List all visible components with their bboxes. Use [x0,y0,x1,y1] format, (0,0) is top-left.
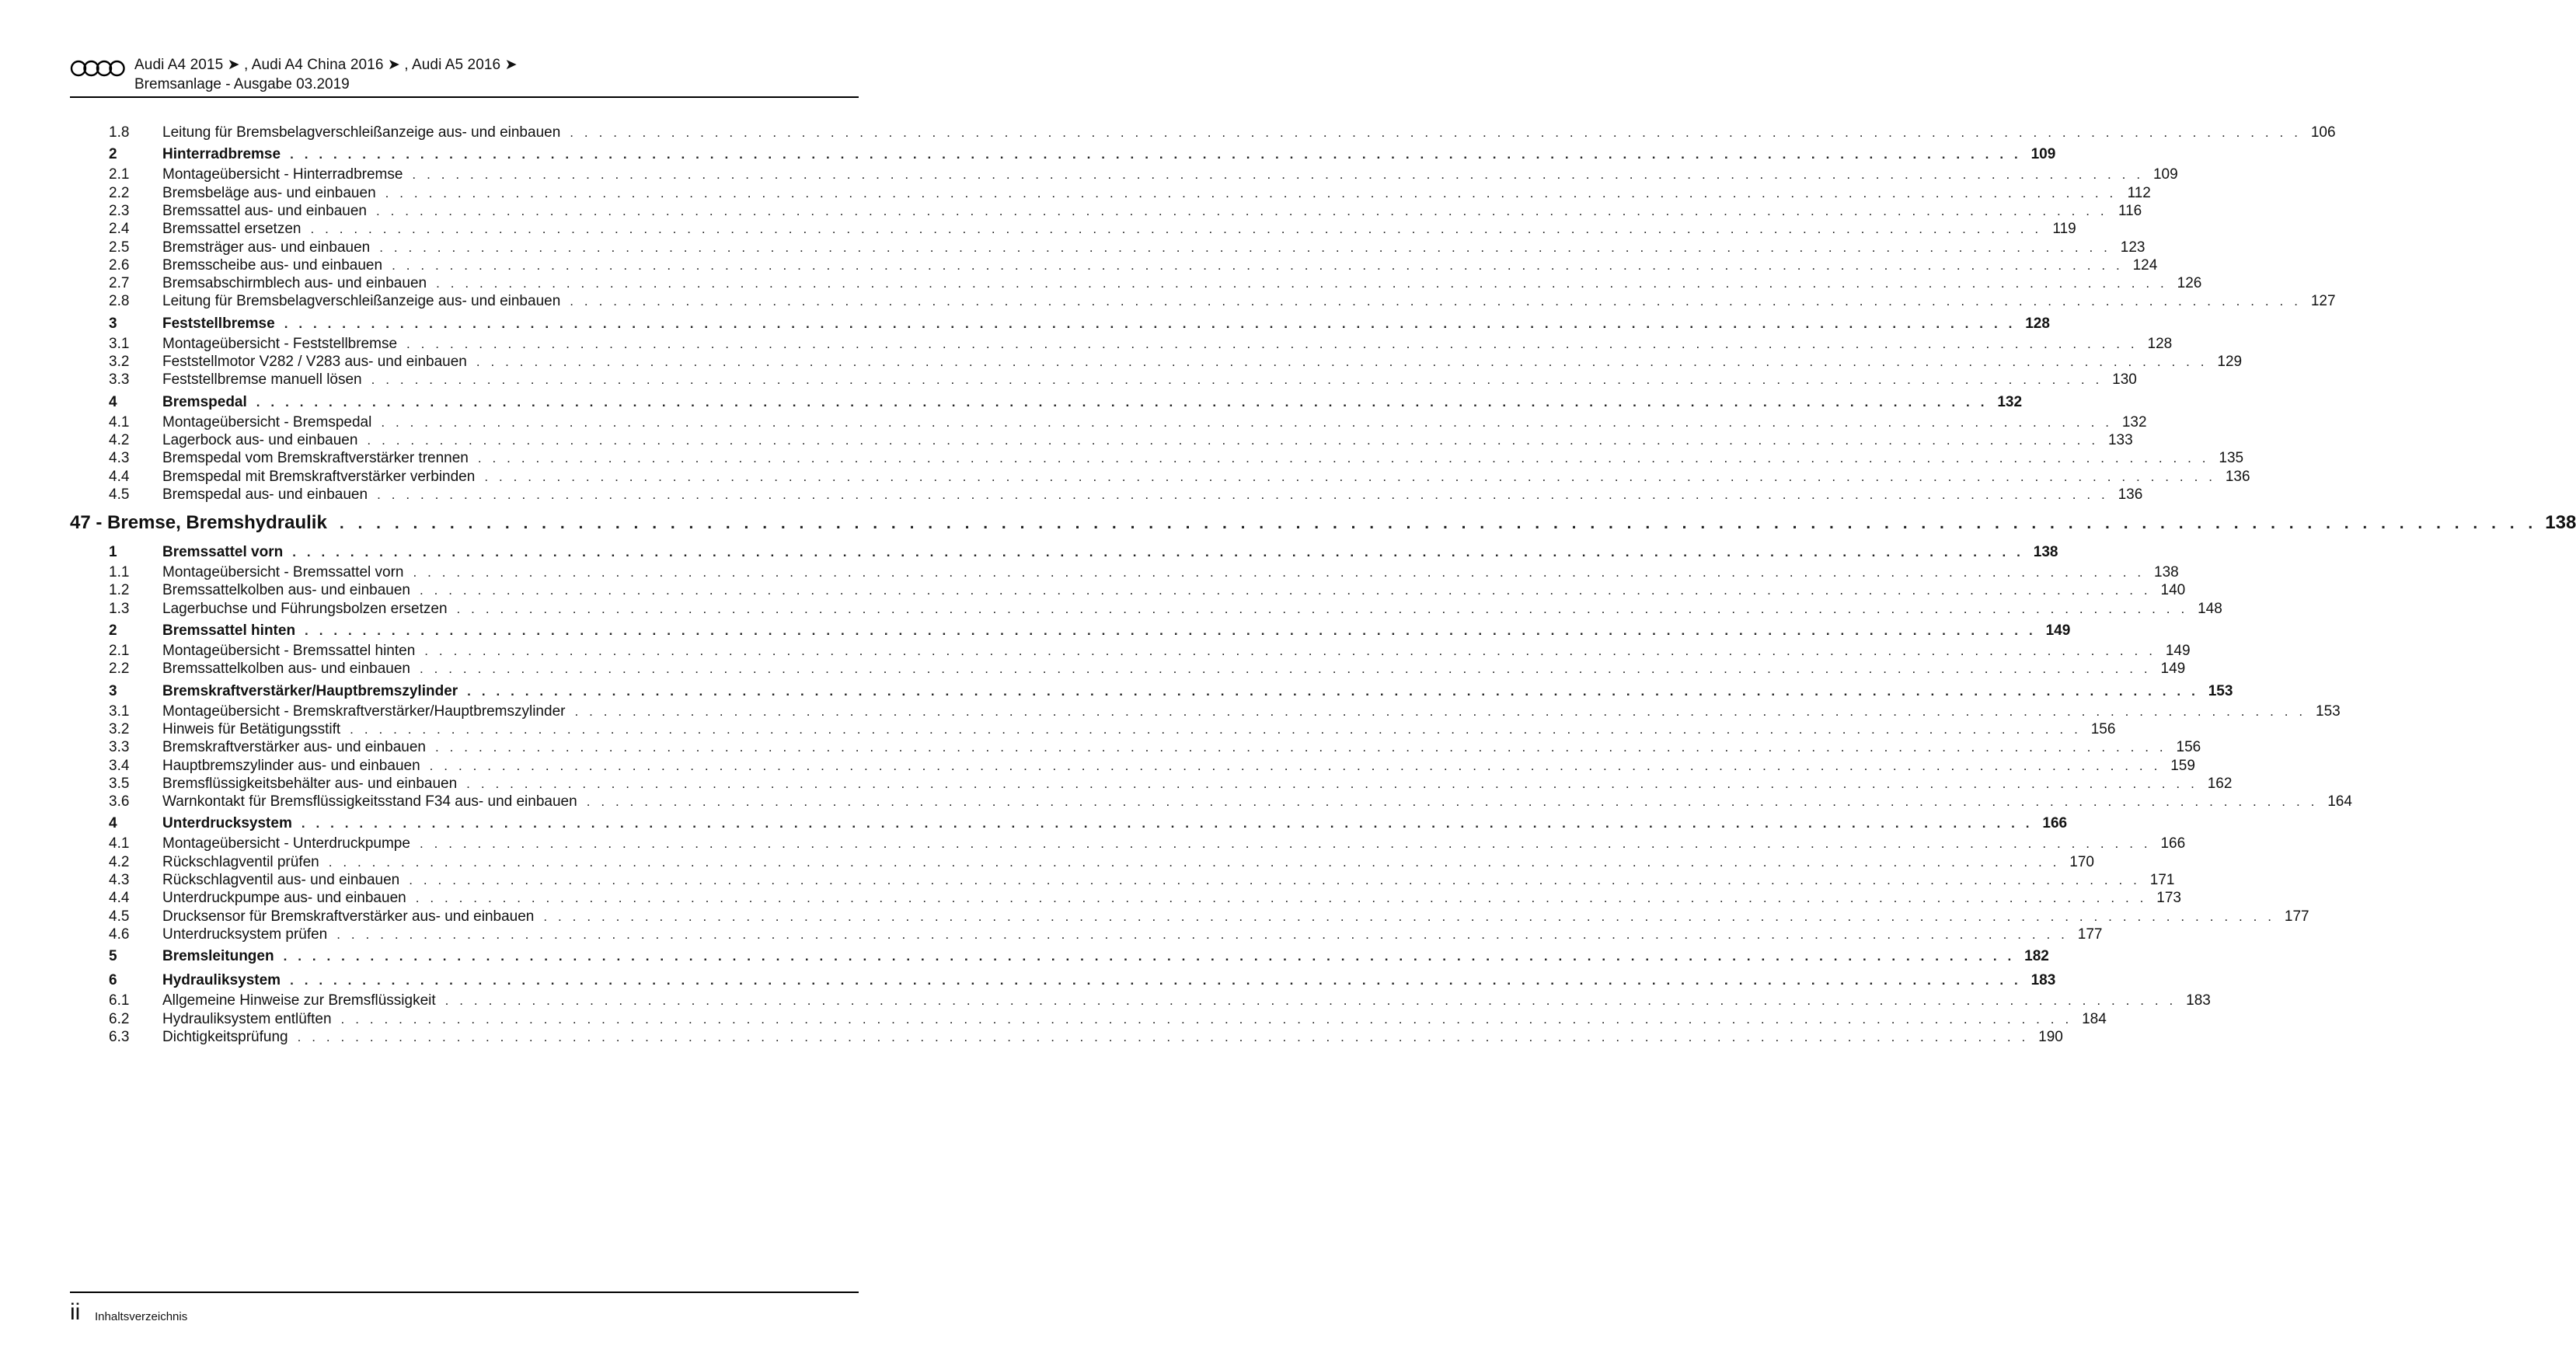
toc-item-row[interactable] [109,641,2191,661]
toc-entry-number: 3.1 [109,702,130,720]
toc-entry-title: Lagerbuchse und Führungsbolzen ersetzen [162,600,448,617]
toc-entry-number: 2.4 [109,221,130,238]
toc-entry-title: Bremspedal mit Bremskraftverstärker verbinden [162,468,476,485]
toc-section-row[interactable] [109,814,2068,834]
toc-entry-page: 171 [2149,872,2175,888]
toc-dot-leader: . . . . . . . . . . . . . . . . . . . . . . . . . . . . . . . . . . . . . . . . . . . . . . . . . . . . . . . . . . . . . . . . . . . . . . . . . . . . . . . . . . . . . . . . . . . . . . . . . . . . . . . . . . . . . . . . . . . . . . . . [367,432,2099,448]
toc-dot-leader: . . . . . . . . . . . . . . . . . . . . . . . . . . . . . . . . . . . . . . . . . . . . . . . . . . . . . . . . . . . . . . . . . . . . . . . . . . . . . . . . . . . . . . . . . . . . . . . . . . . . . . . . . . . . . . . . . . . . . . . . [297,1029,2029,1044]
toc-dot-leader: . . . . . . . . . . . . . . . . . . . . . . . . . . . . . . . . . . . . . . . . . . . . . . . . . . . . . . . . . . . . . . . . . . . . . . . . . . . . . . . . . . . . . . . . . . . . . . . . . . . . . . . . . . . . . . . . . . . . . . . . [350,721,2082,737]
toc-dot-leader: . . . . . . . . . . . . . . . . . . . . . . . . . . . . . . . . . . . . . . . . . . . . . . . . . . . . . . . . . . . . . . . . . . . . . . . . . . . . . . . . . . . . . . . . . . . . . . . . . . . . . . . . . . . . . . . . . . . . . . . . [301,816,2034,831]
toc-item-row[interactable] [109,737,2201,758]
header-divider [70,96,859,98]
toc-entry-page: 166 [2160,835,2186,852]
toc-dot-leader: . . . . . . . . . . . . . . . . . . . . . . . . . . . . . . . . . . . . . . . . . . . . . . . . . . . . . . . . . . . . . . . . . . . . . . . . . . . . . . . . . . . . . . . . . . . . . . . . . . . . . . . . . . . . . . . . . . . . . . . . [467,683,2199,699]
toc-dot-leader: . . . . . . . . . . . . . . . . . . . . . . . . . . . . . . . . . . . . . . . . . . . . . . . . . . . . . . . . . . . . . . . . . . . . . . . . . . . . . . . . . . . . . . . . . . . . . . . . . . . . . . . . . . . . . . . . . . . . . . . . [392,257,2124,273]
toc-entry-title: Bremsflüssigkeitsbehälter aus- und einbauen [162,775,458,792]
header-subtitle: Bremsanlage - Ausgabe 03.2019 [134,76,350,92]
toc-entry-page: 156 [2176,739,2201,756]
toc-entry-title: Leitung für Bremsbelagverschleißanzeige aus- und einbauen [162,124,561,141]
toc-entry-page: 112 [2127,184,2151,201]
toc-dot-leader: . . . . . . . . . . . . . . . . . . . . . . . . . . . . . . . . . . . . . . . . . . . . . . . . . . . . . . . . . . . . . . . . . . . . . . . . . . . . . . . . . . . . . . . . . . . . . . . . . . . . . . . . . . . . . . . . . . . . . . . . [413,565,2145,580]
toc-entry-number: 2.1 [109,643,130,659]
toc-entry-title: 47 - Bremse, Bremshydraulik [70,512,327,534]
toc-item-row[interactable] [109,599,2222,619]
toc-entry-title: Bremssattelkolben aus- und einbauen [162,582,410,599]
toc-entry-number: 4 [109,815,117,832]
toc-entry-number: 3.6 [109,793,130,810]
toc-entry-title: Feststellbremse manuell lösen [162,371,362,389]
toc-entry-number: 4.1 [109,835,130,852]
toc-item-row[interactable] [109,413,2147,433]
toc-item-row[interactable] [109,702,2341,722]
toc-entry-number: 4.2 [109,431,130,448]
toc-entry-page: 136 [2118,486,2143,503]
toc-entry-title: Bremssattel hinten [162,622,296,639]
toc-entry-number: 1.2 [109,582,130,599]
toc-entry-title: Dichtigkeitsprüfung [162,1028,288,1045]
toc-entry-title: Unterdrucksystem prüfen [162,926,328,943]
toc-dot-leader: . . . . . . . . . . . . . . . . . . . . . . . . . . . . . . . . . . . . . . . . . . . . . . . . . . . . . . . . . . . . . . . . . . . . . . . . . . . . . . . . . . . . . . . . . . . . . . . . . . . . . . . . . . . . . . . . . . . . . . . . [339,514,2538,533]
toc-entry-page: 164 [2327,793,2352,810]
toc-dot-leader: . . . . . . . . . . . . . . . . . . . . . . . . . . . . . . . . . . . . . . . . . . . . . . . . . . . . . . . . . . . . . . . . . . . . . . . . . . . . . . . . . . . . . . . . . . . . . . . . . . . . . . . . . . . . . . . . . . . . . . . . [283,949,2015,964]
toc-entry-page: 190 [2038,1028,2063,1045]
toc-entry-number: 2 [109,146,117,163]
toc-item-row[interactable] [109,720,2116,740]
toc-entry-page: 182 [2024,948,2049,965]
toc-entry-page: 153 [2316,702,2341,720]
toc-entry-page: 132 [2121,413,2147,431]
toc-dot-leader: . . . . . . . . . . . . . . . . . . . . . . . . . . . . . . . . . . . . . . . . . . . . . . . . . . . . . . . . . . . . . . . . . . . . . . . . . . . . . . . . . . . . . . . . . . . . . . . . . . . . . . . . . . . . . . . . . . . . . . . . [290,147,2022,162]
toc-entry-number: 3.2 [109,354,130,370]
toc-entry-page: 177 [2284,908,2309,925]
toc-entry-number: 4.4 [109,890,130,907]
toc-entry-title: Montageübersicht - Bremskraftverstärker/Hauptbremszylinder [162,702,566,720]
toc-entry-page: 149 [2045,622,2071,639]
toc-section-row[interactable] [109,314,2050,334]
toc-item-row[interactable] [109,852,2094,873]
toc-section-row[interactable] [109,542,2058,563]
toc-item-row[interactable] [109,219,2076,239]
toc-entry-page: 128 [2025,315,2050,332]
toc-entry-page: 184 [2082,1010,2107,1027]
toc-dot-leader: . . . . . . . . . . . . . . . . . . . . . . . . . . . . . . . . . . . . . . . . . . . . . . . . . . . . . . . . . . . . . . . . . . . . . . . . . . . . . . . . . . . . . . . . . . . . . . . . . . . . . . . . . . . . . . . . . . . . . . . . [424,643,2156,658]
toc-entry-number: 2.5 [109,239,130,256]
toc-entry-page: 132 [1997,393,2023,410]
toc-entry-page: 123 [2120,239,2146,256]
toc-item-row[interactable] [109,870,2175,891]
toc-entry-number: 3.5 [109,775,130,792]
toc-entry-number: 5 [109,948,117,965]
toc-entry-page: 170 [2069,853,2094,870]
toc-section-row[interactable] [109,971,2056,991]
toc-item-row[interactable] [109,580,2186,601]
toc-entry-title: Feststellmotor V282 / V283 aus- und einbauen [162,354,467,370]
toc-entry-number: 2.3 [109,202,130,219]
toc-entry-page: 130 [2112,371,2137,389]
toc-entry-title: Bremsbeläge aus- und einbauen [162,184,376,201]
toc-dot-leader: . . . . . . . . . . . . . . . . . . . . . . . . . . . . . . . . . . . . . . . . . . . . . . . . . . . . . . . . . . . . . . . . . . . . . . . . . . . . . . . . . . . . . . . . . . . . . . . . . . . . . . . . . . . . . . . . . . . . . . . . [381,414,2113,430]
toc-dot-leader: . . . . . . . . . . . . . . . . . . . . . . . . . . . . . . . . . . . . . . . . . . . . . . . . . . . . . . . . . . . . . . . . . . . . . . . . . . . . . . . . . . . . . . . . . . . . . . . . . . . . . . . . . . . . . . . . . . . . . . . . [305,623,2037,638]
toc-dot-leader: . . . . . . . . . . . . . . . . . . . . . . . . . . . . . . . . . . . . . . . . . . . . . . . . . . . . . . . . . . . . . . . . . . . . . . . . . . . . . . . . . . . . . . . . . . . . . . . . . . . . . . . . . . . . . . . . . . . . . . . . [570,125,2302,140]
toc-entry-title: Rückschlagventil prüfen [162,853,319,870]
toc-entry-page: 109 [2152,166,2178,183]
toc-item-row[interactable] [109,925,2103,945]
toc-dot-leader: . . . . . . . . . . . . . . . . . . . . . . . . . . . . . . . . . . . . . . . . . . . . . . . . . . . . . . . . . . . . . . . . . . . . . . . . . . . . . . . . . . . . . . . . . . . . . . . . . . . . . . . . . . . . . . . . . . . . . . . . [371,372,2103,388]
toc-entry-title: Unterdruckpumpe aus- und einbauen [162,890,406,907]
toc-entry-page: 138 [2154,564,2179,581]
toc-entry-number: 3.4 [109,757,130,774]
toc-item-row[interactable] [109,834,2186,854]
toc-entry-title: Bremskraftverstärker aus- und einbauen [162,739,426,756]
toc-entry-number: 1.1 [109,564,130,581]
toc-section-row[interactable] [109,621,2071,641]
toc-entry-title: Bremspedal [162,393,247,410]
toc-entry-title: Lagerbock aus- und einbauen [162,431,358,448]
toc-item-row[interactable] [109,291,2336,312]
toc-item-row[interactable] [109,165,2178,185]
toc-dot-leader: . . . . . . . . . . . . . . . . . . . . . . . . . . . . . . . . . . . . . . . . . . . . . . . . . . . . . . . . . . . . . . . . . . . . . . . . . . . . . . . . . . . . . . . . . . . . . . . . . . . . . . . . . . . . . . . . . . . . . . . . [419,583,2152,598]
toc-section-row[interactable] [109,392,2023,413]
toc-entry-page: 173 [2156,890,2181,907]
toc-entry-page: 135 [2219,450,2244,467]
toc-item-row[interactable] [109,485,2143,505]
toc-entry-title: Bremssattel vorn [162,544,284,561]
toc-entry-page: 127 [2310,293,2336,310]
toc-entry-page: 183 [2186,992,2211,1009]
footer-page-number: ii [70,1299,81,1325]
toc-entry-page: 162 [2207,775,2233,792]
toc-item-row[interactable] [109,756,2195,776]
toc-entry-number: 3 [109,682,117,699]
toc-item-row[interactable] [109,352,2243,372]
toc-entry-title: Montageübersicht - Unterdruckpumpe [162,835,410,852]
toc-item-row[interactable] [109,792,2352,812]
toc-item-row[interactable] [109,907,2309,927]
toc-entry-page: 159 [2170,757,2195,774]
toc-entry-number: 1 [109,544,117,561]
toc-dot-leader: . . . . . . . . . . . . . . . . . . . . . . . . . . . . . . . . . . . . . . . . . . . . . . . . . . . . . . . . . . . . . . . . . . . . . . . . . . . . . . . . . . . . . . . . . . . . . . . . . . . . . . . . . . . . . . . . . . . . . . . . [256,394,1989,410]
toc-entry-number: 6 [109,972,117,989]
toc-entry-number: 2.7 [109,275,130,292]
toc-entry-page: 133 [2107,431,2133,448]
toc-item-row[interactable] [109,563,2179,583]
toc-chapter-row[interactable] [70,511,2576,535]
toc-entry-number: 3.3 [109,739,130,756]
toc-dot-leader: . . . . . . . . . . . . . . . . . . . . . . . . . . . . . . . . . . . . . . . . . . . . . . . . . . . . . . . . . . . . . . . . . . . . . . . . . . . . . . . . . . . . . . . . . . . . . . . . . . . . . . . . . . . . . . . . . . . . . . . . [574,703,2306,719]
toc-dot-leader: . . . . . . . . . . . . . . . . . . . . . . . . . . . . . . . . . . . . . . . . . . . . . . . . . . . . . . . . . . . . . . . . . . . . . . . . . . . . . . . . . . . . . . . . . . . . . . . . . . . . . . . . . . . . . . . . . . . . . . . . [290,973,2022,988]
toc-item-row[interactable] [109,123,2336,143]
toc-entry-title: Bremssattel ersetzen [162,221,302,238]
toc-entry-title: Allgemeine Hinweise zur Bremsflüssigkeit [162,992,436,1009]
toc-entry-page: 116 [2118,202,2142,219]
toc-item-row[interactable] [109,888,2181,908]
toc-item-row[interactable] [109,1027,2063,1048]
toc-item-row[interactable] [109,183,2151,204]
toc-dot-leader: . . . . . . . . . . . . . . . . . . . . . . . . . . . . . . . . . . . . . . . . . . . . . . . . . . . . . . . . . . . . . . . . . . . . . . . . . . . . . . . . . . . . . . . . . . . . . . . . . . . . . . . . . . . . . . . . . . . . . . . . [484,469,2216,484]
toc-entry-number: 4.5 [109,908,130,925]
toc-section-row[interactable] [109,946,2049,967]
toc-dot-leader: . . . . . . . . . . . . . . . . . . . . . . . . . . . . . . . . . . . . . . . . . . . . . . . . . . . . . . . . . . . . . . . . . . . . . . . . . . . . . . . . . . . . . . . . . . . . . . . . . . . . . . . . . . . . . . . . . . . . . . . . [586,794,2318,810]
toc-entry-number: 1.3 [109,600,130,617]
toc-entry-number: 6.3 [109,1028,130,1045]
toc-entry-page: 183 [2030,972,2056,989]
toc-entry-number: 2.2 [109,661,130,678]
toc-entry-page: 153 [2208,682,2233,699]
toc-entry-title: Montageübersicht - Bremssattel vorn [162,564,404,581]
toc-entry-page: 148 [2198,600,2222,617]
toc-item-row[interactable] [109,659,2186,679]
toc-section-row[interactable] [109,145,2056,165]
toc-dot-leader: . . . . . . . . . . . . . . . . . . . . . . . . . . . . . . . . . . . . . . . . . . . . . . . . . . . . . . . . . . . . . . . . . . . . . . . . . . . . . . . . . . . . . . . . . . . . . . . . . . . . . . . . . . . . . . . . . . . . . . . . [292,545,2024,560]
toc-dot-leader: . . . . . . . . . . . . . . . . . . . . . . . . . . . . . . . . . . . . . . . . . . . . . . . . . . . . . . . . . . . . . . . . . . . . . . . . . . . . . . . . . . . . . . . . . . . . . . . . . . . . . . . . . . . . . . . . . . . . . . . . [419,661,2152,677]
toc-entry-number: 6.1 [109,992,130,1009]
toc-dot-leader: . . . . . . . . . . . . . . . . . . . . . . . . . . . . . . . . . . . . . . . . . . . . . . . . . . . . . . . . . . . . . . . . . . . . . . . . . . . . . . . . . . . . . . . . . . . . . . . . . . . . . . . . . . . . . . . . . . . . . . . . [444,993,2177,1009]
toc-dot-leader: . . . . . . . . . . . . . . . . . . . . . . . . . . . . . . . . . . . . . . . . . . . . . . . . . . . . . . . . . . . . . . . . . . . . . . . . . . . . . . . . . . . . . . . . . . . . . . . . . . . . . . . . . . . . . . . . . . . . . . . . [385,185,2117,200]
toc-entry-page: 138 [2545,512,2576,534]
toc-entry-page: 126 [2177,275,2202,292]
toc-dot-leader: . . . . . . . . . . . . . . . . . . . . . . . . . . . . . . . . . . . . . . . . . . . . . . . . . . . . . . . . . . . . . . . . . . . . . . . . . . . . . . . . . . . . . . . . . . . . . . . . . . . . . . . . . . . . . . . . . . . . . . . . [409,873,2141,887]
toc-item-row[interactable] [109,467,2250,487]
toc-entry-title: Bremsleitungen [162,948,274,965]
toc-entry-title: Rückschlagventil aus- und einbauen [162,872,400,888]
toc-dot-leader: . . . . . . . . . . . . . . . . . . . . . . . . . . . . . . . . . . . . . . . . . . . . . . . . . . . . . . . . . . . . . . . . . . . . . . . . . . . . . . . . . . . . . . . . . . . . . . . . . . . . . . . . . . . . . . . . . . . . . . . . [412,167,2144,183]
toc-entry-title: Montageübersicht - Bremspedal [162,413,372,431]
toc-entry-number: 3.1 [109,335,130,352]
toc-entry-number: 4 [109,393,117,410]
toc-dot-leader: . . . . . . . . . . . . . . . . . . . . . . . . . . . . . . . . . . . . . . . . . . . . . . . . . . . . . . . . . . . . . . . . . . . . . . . . . . . . . . . . . . . . . . . . . . . . . . . . . . . . . . . . . . . . . . . . . . . . . . . . [340,1011,2072,1027]
toc-entry-page: 149 [2165,643,2191,659]
toc-dot-leader: . . . . . . . . . . . . . . . . . . . . . . . . . . . . . . . . . . . . . . . . . . . . . . . . . . . . . . . . . . . . . . . . . . . . . . . . . . . . . . . . . . . . . . . . . . . . . . . . . . . . . . . . . . . . . . . . . . . . . . . . [328,854,2060,870]
toc-entry-number: 2.2 [109,184,130,201]
toc-entry-title: Hinweis für Betätigungsstift [162,720,341,737]
toc-entry-title: Hauptbremszylinder aus- und einbauen [162,757,420,774]
toc-entry-title: Bremssattelkolben aus- und einbauen [162,661,410,678]
toc-entry-title: Bremsträger aus- und einbauen [162,239,371,256]
toc-item-row[interactable] [109,448,2244,469]
toc-item-row[interactable] [109,238,2146,258]
toc-entry-title: Warnkontakt für Bremsflüssigkeitsstand F34 aus- und einbauen [162,793,577,810]
toc-entry-title: Drucksensor für Bremskraftverstärker aus- und einbauen [162,908,535,925]
toc-entry-title: Bremspedal vom Bremskraftverstärker trennen [162,450,469,467]
toc-section-row[interactable] [109,682,2233,702]
toc-entry-title: Montageübersicht - Bremssattel hinten [162,643,416,659]
toc-dot-leader: . . . . . . . . . . . . . . . . . . . . . . . . . . . . . . . . . . . . . . . . . . . . . . . . . . . . . . . . . . . . . . . . . . . . . . . . . . . . . . . . . . . . . . . . . . . . . . . . . . . . . . . . . . . . . . . . . . . . . . . . [419,836,2152,852]
toc-dot-leader: . . . . . . . . . . . . . . . . . . . . . . . . . . . . . . . . . . . . . . . . . . . . . . . . . . . . . . . . . . . . . . . . . . . . . . . . . . . . . . . . . . . . . . . . . . . . . . . . . . . . . . . . . . . . . . . . . . . . . . . . [570,294,2302,309]
header-title: Audi A4 2015 ➤ , Audi A4 China 2016 ➤ , Audi A5 2016 ➤ [134,57,518,73]
toc-entry-number: 2 [109,622,117,639]
toc-item-row[interactable] [109,256,2158,276]
toc-entry-page: 140 [2160,582,2186,599]
toc-entry-page: 124 [2132,256,2158,274]
toc-item-row[interactable] [109,431,2133,451]
toc-dot-leader: . . . . . . . . . . . . . . . . . . . . . . . . . . . . . . . . . . . . . . . . . . . . . . . . . . . . . . . . . . . . . . . . . . . . . . . . . . . . . . . . . . . . . . . . . . . . . . . . . . . . . . . . . . . . . . . . . . . . . . . . [476,354,2208,369]
toc-entry-page: 109 [2030,146,2056,163]
toc-entry-title: Bremssattel aus- und einbauen [162,202,367,219]
toc-entry-number: 3.3 [109,371,130,389]
toc-entry-number: 4.6 [109,926,130,943]
toc-dot-leader: . . . . . . . . . . . . . . . . . . . . . . . . . . . . . . . . . . . . . . . . . . . . . . . . . . . . . . . . . . . . . . . . . . . . . . . . . . . . . . . . . . . . . . . . . . . . . . . . . . . . . . . . . . . . . . . . . . . . . . . . [435,740,2167,755]
toc-dot-leader: . . . . . . . . . . . . . . . . . . . . . . . . . . . . . . . . . . . . . . . . . . . . . . . . . . . . . . . . . . . . . . . . . . . . . . . . . . . . . . . . . . . . . . . . . . . . . . . . . . . . . . . . . . . . . . . . . . . . . . . . [477,451,2210,466]
toc-entry-title: Leitung für Bremsbelagverschleißanzeige aus- und einbauen [162,293,561,310]
toc-entry-number: 4.1 [109,413,130,431]
toc-entry-page: 106 [2310,124,2336,141]
toc-entry-title: Bremspedal aus- und einbauen [162,486,368,503]
toc-item-row[interactable] [109,201,2142,221]
toc-item-row[interactable] [109,774,2233,794]
audi-rings-icon [70,59,126,78]
toc-dot-leader: . . . . . . . . . . . . . . . . . . . . . . . . . . . . . . . . . . . . . . . . . . . . . . . . . . . . . . . . . . . . . . . . . . . . . . . . . . . . . . . . . . . . . . . . . . . . . . . . . . . . . . . . . . . . . . . . . . . . . . . . [436,276,2168,291]
toc-entry-number: 1.8 [109,124,130,141]
toc-item-row[interactable] [109,370,2137,390]
toc-entry-title: Hydrauliksystem entlüften [162,1010,332,1027]
toc-dot-leader: . . . . . . . . . . . . . . . . . . . . . . . . . . . . . . . . . . . . . . . . . . . . . . . . . . . . . . . . . . . . . . . . . . . . . . . . . . . . . . . . . . . . . . . . . . . . . . . . . . . . . . . . . . . . . . . . . . . . . . . . [543,908,2275,924]
toc-item-row[interactable] [109,1009,2107,1030]
toc-entry-number: 4.3 [109,872,130,888]
footer-label: Inhaltsverzeichnis [95,1310,188,1323]
toc-entry-page: 129 [2217,354,2243,370]
toc-entry-page: 166 [2042,815,2068,832]
toc-dot-leader: . . . . . . . . . . . . . . . . . . . . . . . . . . . . . . . . . . . . . . . . . . . . . . . . . . . . . . . . . . . . . . . . . . . . . . . . . . . . . . . . . . . . . . . . . . . . . . . . . . . . . . . . . . . . . . . . . . . . . . . . [284,315,2016,331]
toc-entry-number: 4.5 [109,486,130,503]
toc-entry-page: 156 [2090,720,2116,737]
toc-entry-title: Bremsscheibe aus- und einbauen [162,256,383,274]
toc-entry-page: 136 [2225,468,2250,485]
toc-entry-number: 4.4 [109,468,130,485]
toc-dot-leader: . . . . . . . . . . . . . . . . . . . . . . . . . . . . . . . . . . . . . . . . . . . . . . . . . . . . . . . . . . . . . . . . . . . . . . . . . . . . . . . . . . . . . . . . . . . . . . . . . . . . . . . . . . . . . . . . . . . . . . . . [336,926,2069,942]
toc-item-row[interactable] [109,274,2202,294]
toc-entry-page: 138 [2033,544,2058,561]
footer-divider [70,1292,859,1293]
toc-entry-title: Bremskraftverstärker/Hauptbremszylinder [162,682,458,699]
toc-dot-leader: . . . . . . . . . . . . . . . . . . . . . . . . . . . . . . . . . . . . . . . . . . . . . . . . . . . . . . . . . . . . . . . . . . . . . . . . . . . . . . . . . . . . . . . . . . . . . . . . . . . . . . . . . . . . . . . . . . . . . . . . [406,336,2139,351]
toc-entry-page: 119 [2052,221,2076,238]
toc-dot-leader: . . . . . . . . . . . . . . . . . . . . . . . . . . . . . . . . . . . . . . . . . . . . . . . . . . . . . . . . . . . . . . . . . . . . . . . . . . . . . . . . . . . . . . . . . . . . . . . . . . . . . . . . . . . . . . . . . . . . . . . . [377,486,2109,502]
toc-entry-title: Hinterradbremse [162,146,281,163]
toc-entry-number: 3.2 [109,720,130,737]
toc-entry-number: 6.2 [109,1010,130,1027]
toc-entry-title: Unterdrucksystem [162,815,292,832]
toc-item-row[interactable] [109,334,2173,354]
toc-dot-leader: . . . . . . . . . . . . . . . . . . . . . . . . . . . . . . . . . . . . . . . . . . . . . . . . . . . . . . . . . . . . . . . . . . . . . . . . . . . . . . . . . . . . . . . . . . . . . . . . . . . . . . . . . . . . . . . . . . . . . . . . [456,601,2188,616]
toc-entry-number: 4.2 [109,853,130,870]
toc-entry-page: 128 [2147,335,2173,352]
toc-item-row[interactable] [109,991,2211,1011]
toc-entry-number: 4.3 [109,450,130,467]
toc-dot-leader: . . . . . . . . . . . . . . . . . . . . . . . . . . . . . . . . . . . . . . . . . . . . . . . . . . . . . . . . . . . . . . . . . . . . . . . . . . . . . . . . . . . . . . . . . . . . . . . . . . . . . . . . . . . . . . . . . . . . . . . . [376,203,2108,218]
toc-entry-number: 3 [109,315,117,332]
toc-dot-leader: . . . . . . . . . . . . . . . . . . . . . . . . . . . . . . . . . . . . . . . . . . . . . . . . . . . . . . . . . . . . . . . . . . . . . . . . . . . . . . . . . . . . . . . . . . . . . . . . . . . . . . . . . . . . . . . . . . . . . . . . [379,239,2111,255]
toc-entry-title: Hydrauliksystem [162,972,281,989]
toc-dot-leader: . . . . . . . . . . . . . . . . . . . . . . . . . . . . . . . . . . . . . . . . . . . . . . . . . . . . . . . . . . . . . . . . . . . . . . . . . . . . . . . . . . . . . . . . . . . . . . . . . . . . . . . . . . . . . . . . . . . . . . . . [466,776,2198,791]
toc-entry-title: Bremsabschirmblech aus- und einbauen [162,275,427,292]
toc-entry-page: 177 [2077,926,2103,943]
toc-dot-leader: . . . . . . . . . . . . . . . . . . . . . . . . . . . . . . . . . . . . . . . . . . . . . . . . . . . . . . . . . . . . . . . . . . . . . . . . . . . . . . . . . . . . . . . . . . . . . . . . . . . . . . . . . . . . . . . . . . . . . . . . [429,758,2161,773]
toc-entry-title: Montageübersicht - Feststellbremse [162,335,398,352]
toc-entry-title: Montageübersicht - Hinterradbremse [162,166,403,183]
toc-entry-number: 2.1 [109,166,130,183]
toc-dot-leader: . . . . . . . . . . . . . . . . . . . . . . . . . . . . . . . . . . . . . . . . . . . . . . . . . . . . . . . . . . . . . . . . . . . . . . . . . . . . . . . . . . . . . . . . . . . . . . . . . . . . . . . . . . . . . . . . . . . . . . . . [415,891,2147,906]
toc-entry-number: 2.6 [109,256,130,274]
page-header [70,54,859,97]
toc-entry-page: 149 [2160,661,2186,678]
toc-entry-number: 2.8 [109,293,130,310]
toc-dot-leader: . . . . . . . . . . . . . . . . . . . . . . . . . . . . . . . . . . . . . . . . . . . . . . . . . . . . . . . . . . . . . . . . . . . . . . . . . . . . . . . . . . . . . . . . . . . . . . . . . . . . . . . . . . . . . . . . . . . . . . . . [310,221,2042,237]
toc-entry-title: Feststellbremse [162,315,275,332]
